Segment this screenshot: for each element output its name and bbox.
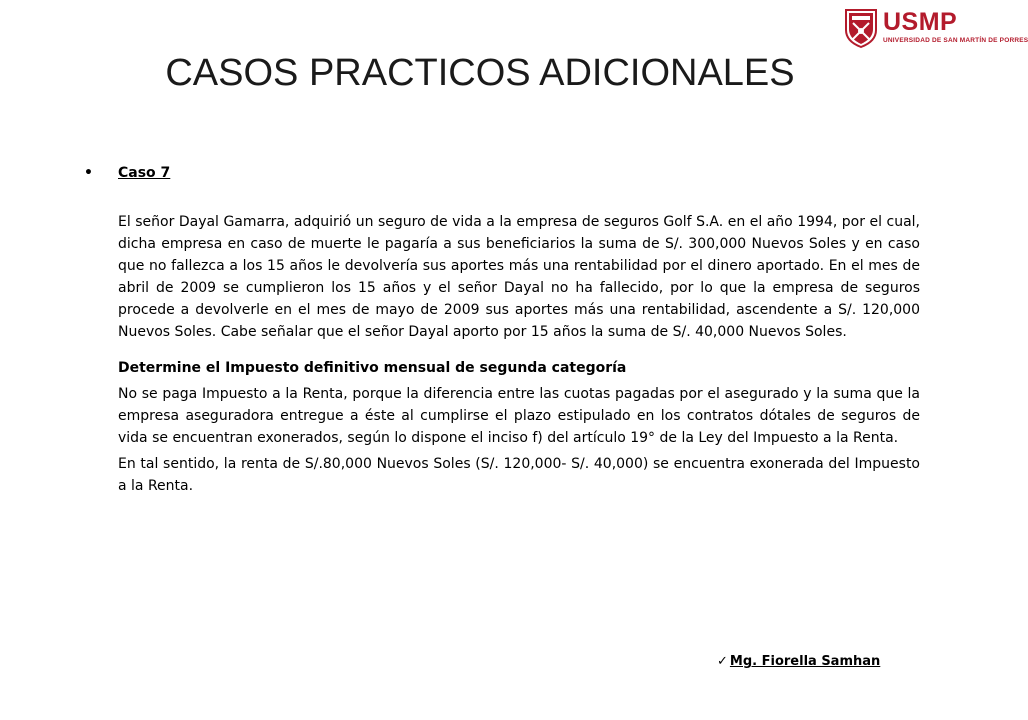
logo-subtitle: UNIVERSIDAD DE SAN MARTÍN DE PORRES	[883, 37, 1028, 44]
intro-paragraph: El señor Dayal Gamarra, adquirió un seguro de vida a la empresa de seguros Golf S.A. en el año 1994, por el cual, dicha empresa en caso de muerte le pagaría a sus beneficiarios la suma de S/. 300,000 Nuevos Soles y en caso que no fallezca a los 15 años le devolvería sus aportes más una rentabilidad por el dinero aportado. En el mes de abril de 2009 se cumplieron los 15 años y el señor Dayal no ha fallecido, por lo que la empresa de seguros procede a devolverle en el mes de mayo de 2009 sus aportes más una rentabilidad, ascendente a S/. 120,000 Nuevos Soles. Cabe señalar que el señor Dayal aporto por 15 años la suma de S/. 40,000 Nuevos Soles.	[118, 214, 920, 340]
signature	[717, 652, 880, 672]
case-content	[118, 211, 920, 497]
case-heading	[84, 162, 170, 184]
check-icon: ✓	[717, 654, 728, 669]
answer-paragraph-1: No se paga Impuesto a la Renta, porque la diferencia entre las cuotas pagadas por el asegurado y la suma que la empresa aseguradora entregue a éste al cumplirse el plazo estipulado en los contratos dótales de seguros de vida se encuentran exonerados, según lo dispone el inciso f) del artículo 19° de la Ley del Impuesto a la Renta.	[118, 386, 920, 446]
shield-icon	[844, 8, 878, 48]
answer-paragraph-2: En tal sentido, la renta de S/.80,000 Nuevos Soles (S/. 120,000- S/. 40,000) se encuentra exonerada del Impuesto a la Renta.	[118, 456, 920, 494]
logo-name: USMP	[883, 8, 958, 36]
author-name: Mg. Fiorella Samhan	[729, 654, 881, 669]
bullet: •	[84, 165, 93, 181]
university-logo	[844, 6, 1028, 50]
question-heading: Determine el Impuesto definitivo mensual de segunda categoría	[118, 360, 627, 376]
case-label: Caso 7	[118, 165, 171, 181]
page-title: CASOS PRACTICOS ADICIONALES	[165, 52, 795, 94]
